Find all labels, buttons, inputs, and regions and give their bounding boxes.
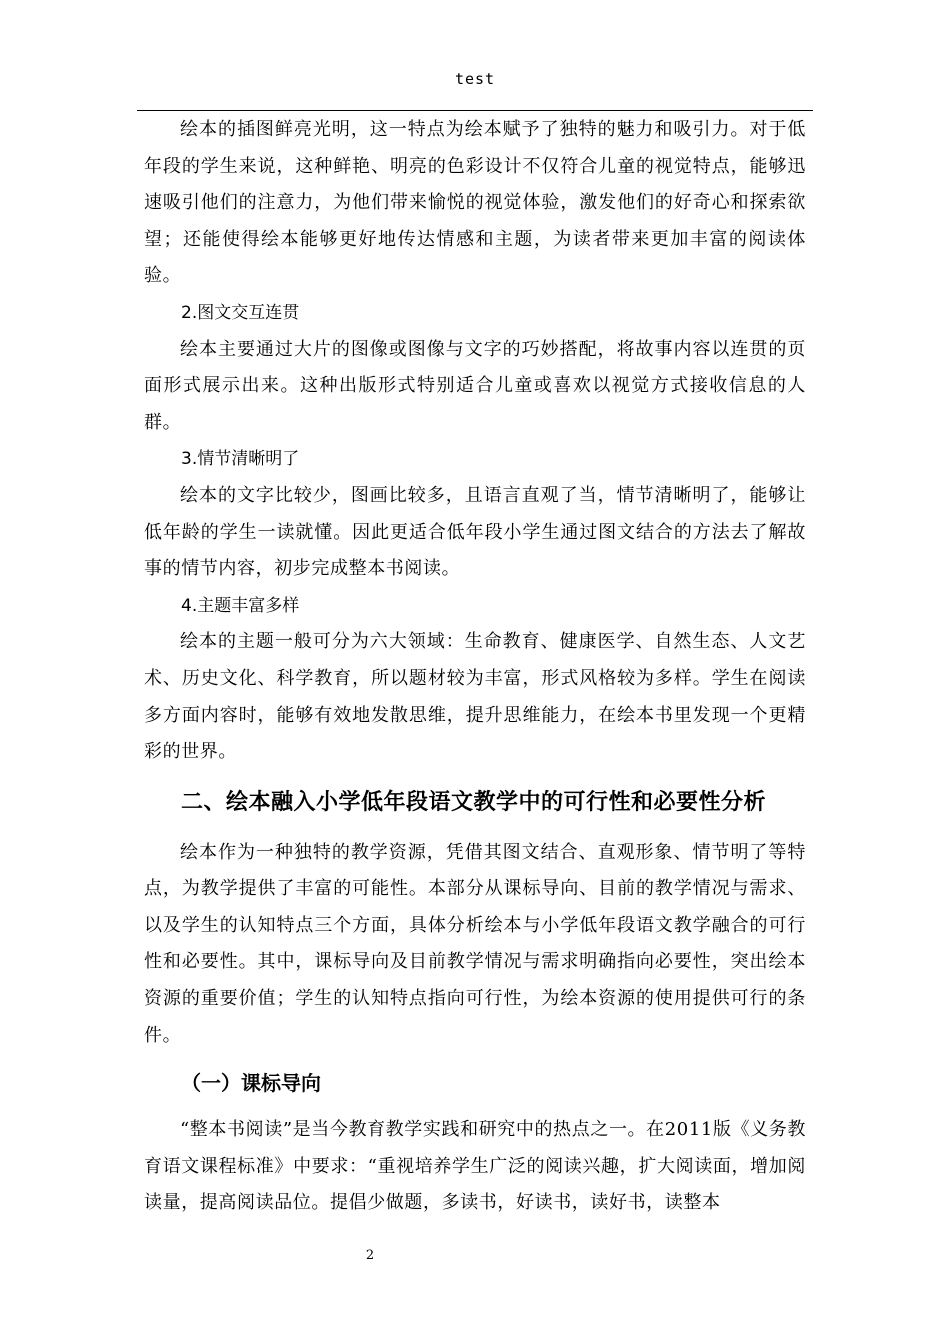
subheading-image-text: 2.图文交互连贯: [181, 302, 300, 323]
section-heading: 二、绘本融入小学低年段语文教学中的可行性和必要性分析: [181, 789, 767, 815]
paragraph-themes: 绘本的主题一般可分为六大领域：生命教育、健康医学、自然生态、人文艺术、历史文化、科学教育，所以题材较为丰富，形式风格较为多样。学生在阅读多方面内容时，能够有效地发散思维，提升思维能力，在绘本书里发现一个更精彩的世界。: [144, 631, 806, 763]
subheading-themes: 4.主题丰富多样: [181, 595, 300, 616]
page-number: 2: [365, 1248, 375, 1263]
subsection-heading: （一）课标导向: [181, 1071, 321, 1096]
subheading-plot: 3.情节清晰明了: [181, 449, 300, 470]
paragraph-section-intro: 绘本作为一种独特的教学资源，凭借其图文结合、直观形象、情节明了等特点，为教学提供了丰富的可能性。本部分从课标导向、目前的教学情况与需求、以及学生的认知特点三个方面，具体分析绘本与小学低年段语文教学融合的可行性和必要性。其中，课标导向及目前教学情况与需求明确指向必要性，突出绘本资源的重要价值；学生的认知特点指向可行性，为绘本资源的使用提供可行的条件。: [144, 841, 806, 1046]
paragraph-curriculum: “整本书阅读”是当今教育教学实践和研究中的热点之一。在2011版《义务教育语文课程标准》中要求：“重视培养学生广泛的阅读兴趣，扩大阅读面，增加阅读量，提高阅读品位。提倡少做题，多读书，好读书，读好书，读整本: [144, 1119, 806, 1214]
page-content: [144, 112, 806, 1222]
paragraph-illustrations: 绘本的插图鲜亮光明，这一特点为绘本赋予了独特的魅力和吸引力。对于低年段的学生来说，这种鲜艳、明亮的色彩设计不仅符合儿童的视觉特点，能够迅速吸引他们的注意力，为他们带来愉悦的视觉体验，激发他们的好奇心和探索欲望；还能使得绘本能够更好地传达情感和主题，为读者带来更加丰富的阅读体验。: [144, 119, 806, 287]
header-divider: [137, 110, 813, 111]
paragraph-image-text: 绘本主要通过大片的图像或图像与文字的巧妙搭配，将故事内容以连贯的页面形式展示出来。这种出版形式特别适合儿童或喜欢以视觉方式接收信息的人群。: [144, 338, 806, 433]
page-header: test: [454, 70, 496, 88]
paragraph-plot: 绘本的文字比较少，图画比较多，且语言直观了当，情节清晰明了，能够让低年龄的学生一读就懂。因此更适合低年段小学生通过图文结合的方法去了解故事的情节内容，初步完成整本书阅读。: [144, 484, 806, 580]
